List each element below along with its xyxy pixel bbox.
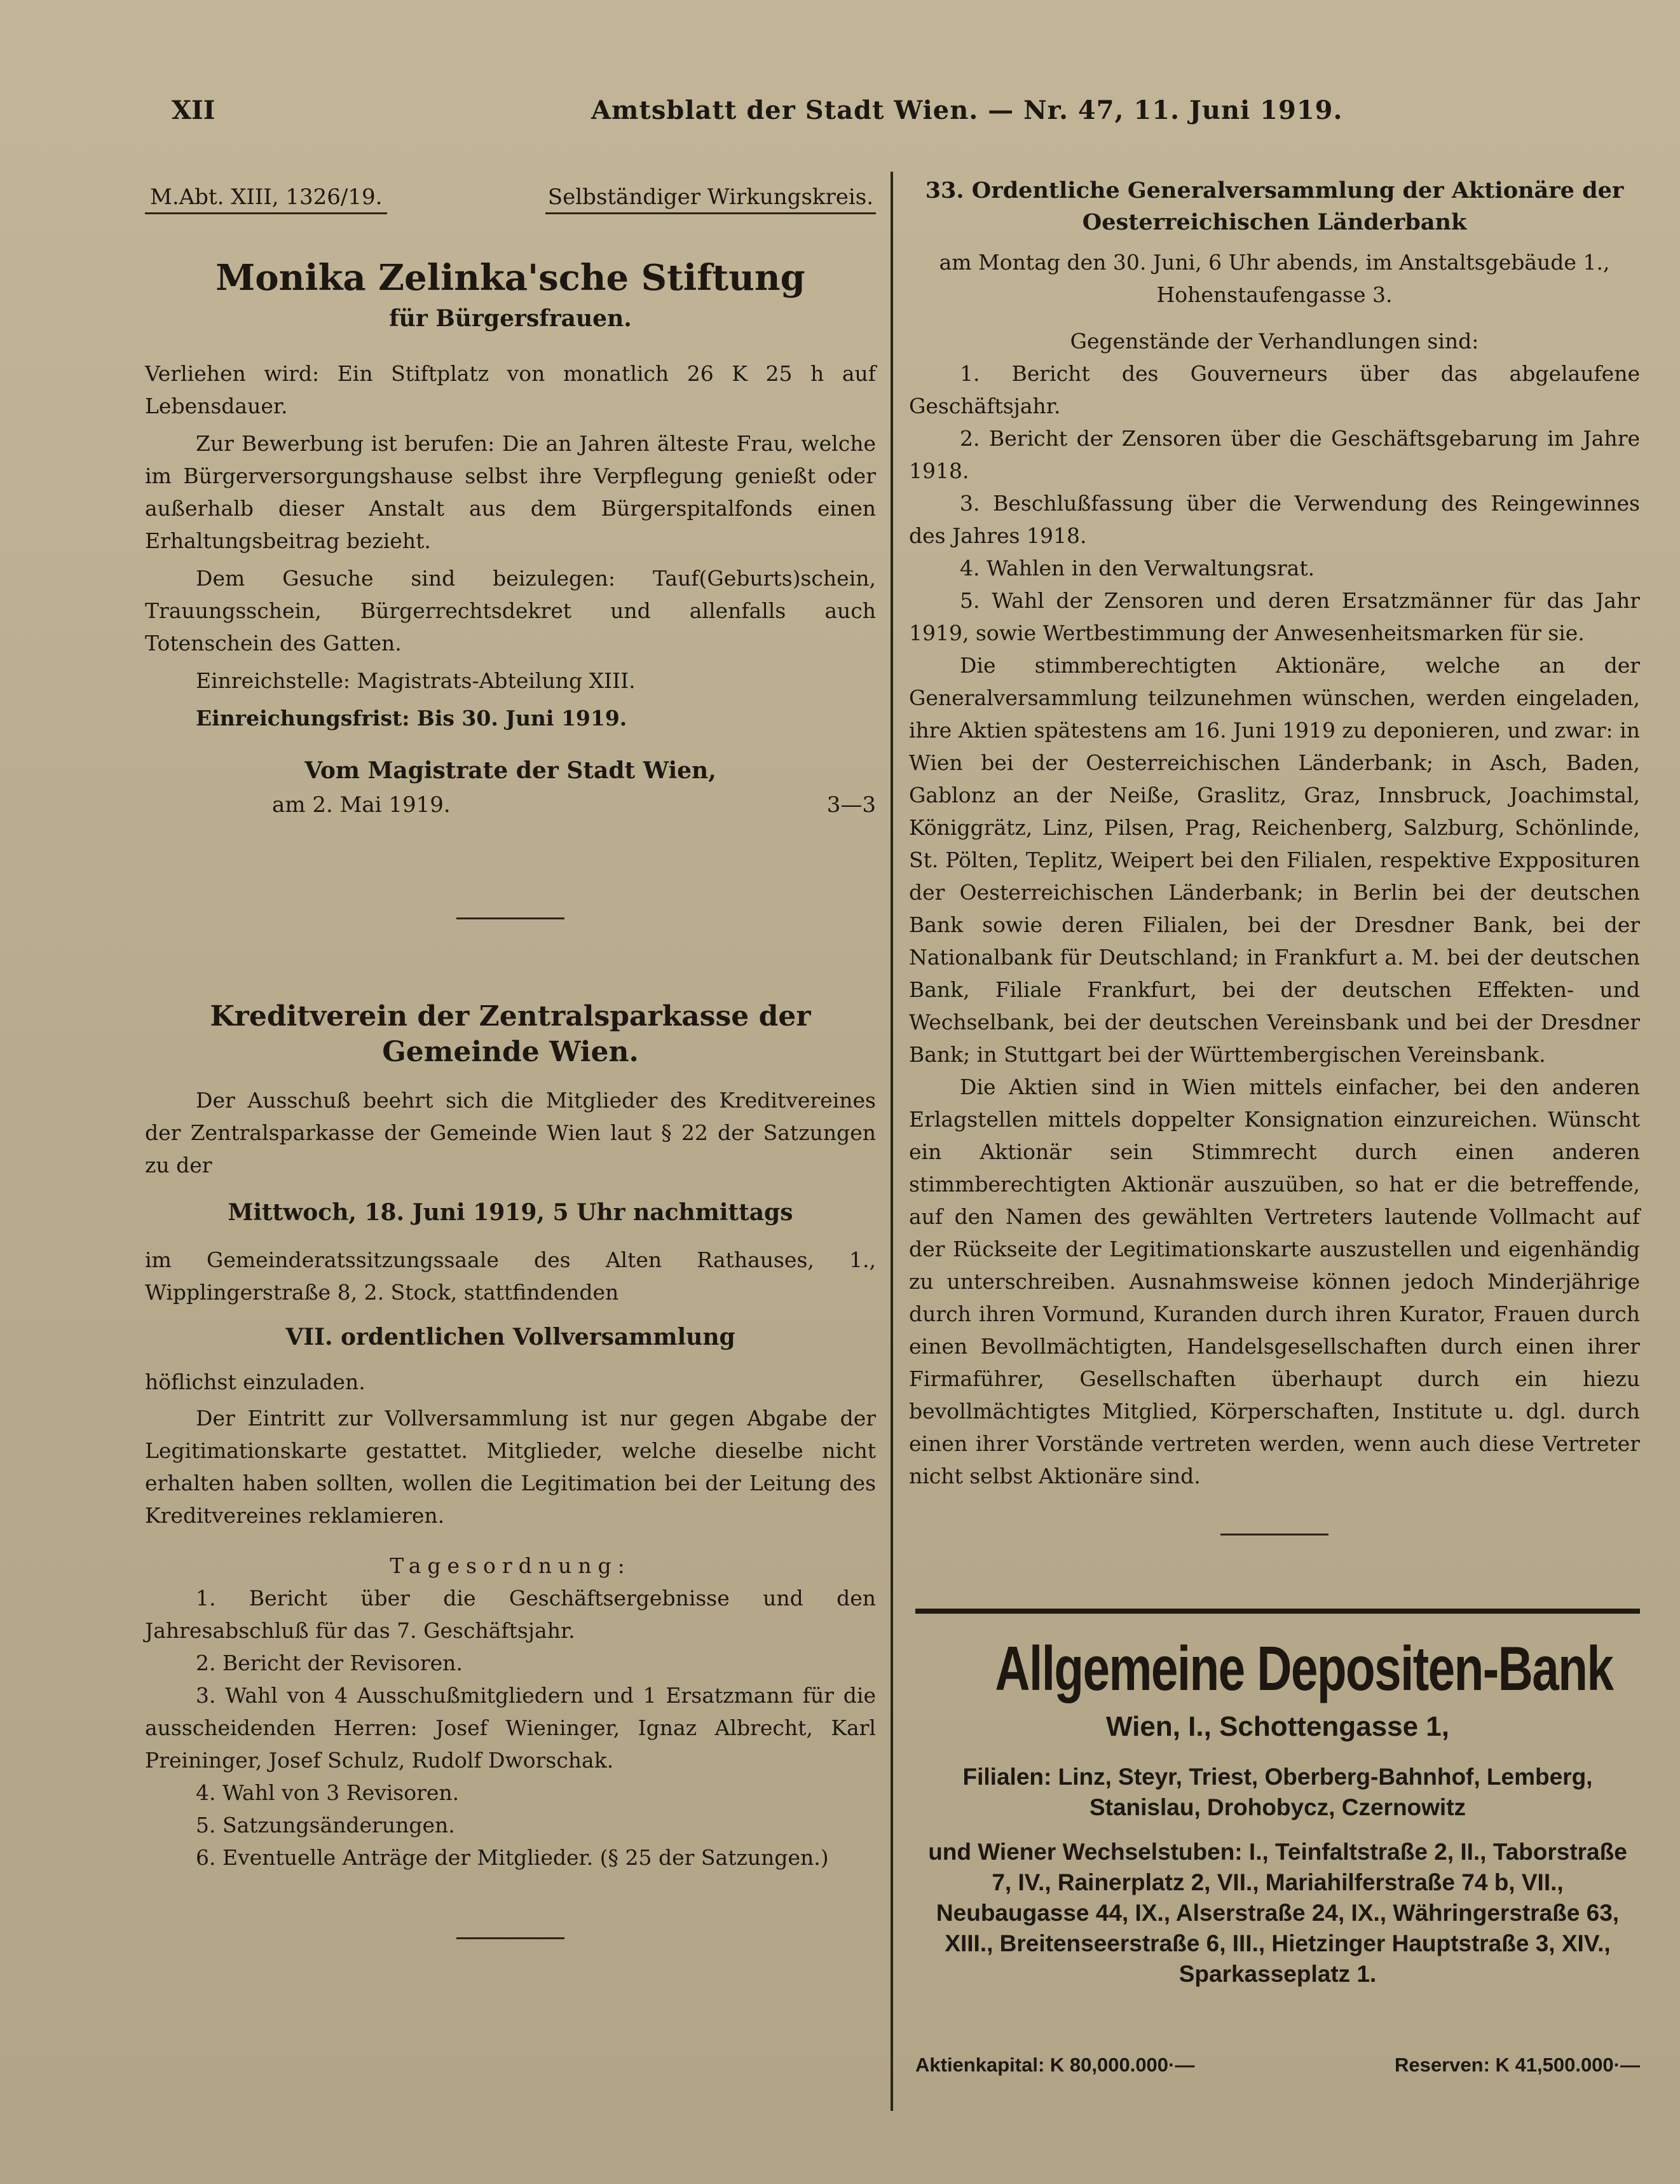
notice3-title: 33. Ordentliche Generalversammlung der Aktionäre der Oesterreichischen Länderbank (925, 177, 1624, 235)
bank-advertisement (915, 1609, 1640, 2092)
notice2-agenda-item: 3. Wahl von 4 Ausschußmitgliedern und 1 Ersatzmann für die ausscheidenden Herren: Josef Wieninger, Ignaz Albrecht, Karl Preininger, Josef Schulz, Rudolf Dworschak. (145, 1683, 876, 1773)
notice2-location: im Gemeinderatssitzungssaale des Alten Rathauses, 1., Wipplingerstraße 8, 2. Stock, stattfindenden (145, 1247, 876, 1305)
notice1-deadline: Einreichungsfrist: Bis 30. Juni 1919. (196, 706, 627, 731)
page-header (172, 95, 1526, 140)
notice3-when: am Montag den 30. Juni, 6 Uhr abends, im Anstaltsgebäude 1., Hohenstaufengasse 3. (939, 250, 1610, 307)
notice1-title: Monika Zelinka'sche Stiftung (215, 257, 805, 299)
notice2-agenda-item: 5. Satzungsänderungen. (196, 1813, 455, 1837)
notice3-agenda-title: Gegenstände der Verhandlungen sind: (1070, 329, 1479, 354)
ad-exchanges: und Wiener Wechselstuben: I., Teinfaltstraße 2, II., Taborstraße 7, IV., Rainerplatz 2, VII., Mariahilferstraße 74 b, VII., Neubaugasse 44, IX., Alserstraße 24, IX., Währingerstraße 63, XIII., Breitenseerstraße 6, III., Hietzinger Hauptstraße 3, XIV., Sparkasseplatz 1. (928, 1839, 1627, 1987)
ad-address: Wien, I., Schottengasse 1, (1106, 1711, 1449, 1742)
right-column (909, 175, 1640, 1535)
ad-top-rule (915, 1609, 1640, 1614)
running-title: Amtsblatt der Stadt Wien. — Nr. 47, 11. Juni 1919. (591, 95, 1343, 125)
notice1-submit-office: Einreichstelle: Magistrats-Abteilung XIII. (196, 668, 636, 693)
ad-title: Allgemeine Depositen-Bank (995, 1633, 1613, 1703)
notice1-subtitle: für Bürgersfrauen. (389, 305, 632, 332)
notice2-date-line: Mittwoch, 18. Juni 1919, 5 Uhr nachmittags (228, 1199, 793, 1226)
notice2-admission: Der Eintritt zur Vollversammlung ist nur gegen Abgabe der Legitimationskarte gestattet. Mitglieder, welche dieselbe nicht erhalten haben sollten, wollen die Legitimation bei der Leitung des Kreditvereines reklamieren. (145, 1406, 876, 1528)
page-number: XII (172, 95, 215, 125)
notice3-agenda-item: 3. Beschlußfassung über die Verwendung des Reingewinnes des Jahres 1918. (909, 491, 1640, 548)
notice1-paragraph: Zur Bewerbung ist berufen: Die an Jahren älteste Frau, welche im Bürgerversorgungshause selbst ihre Verpflegung genießt oder außerhalb dieser Anstalt aus dem Bürgerspitalfonds einen Erhaltungsbeitrag bezieht. (145, 431, 876, 553)
ad-reserves: Reserven: K 41,500.000·— (1394, 2054, 1640, 2076)
notice2-meeting: VII. ordentlichen Vollversammlung (285, 1324, 735, 1350)
notice2-invite: höflichst einzuladen. (145, 1370, 365, 1394)
separator-rule (1220, 1534, 1328, 1535)
ad-capital-line (915, 2054, 1640, 2077)
notice3-agenda-item: 2. Bericht der Zensoren über die Geschäftsgebarung im Jahre 1918. (909, 426, 1640, 483)
notice1-ref-scope: Selbständiger Wirkungskreis. (545, 184, 876, 214)
notice3-agenda-item: 1. Bericht des Gouverneurs über das abgelaufene Geschäftsjahr. (909, 361, 1640, 418)
separator-rule (456, 1937, 564, 1939)
notice1-paragraph: Verliehen wird: Ein Stiftplatz von monatlich 26 K 25 h auf Lebensdauer. (145, 361, 876, 418)
notice2-title: Kreditverein der Zentralsparkasse der Gemeinde Wien. (210, 1000, 811, 1068)
notice1-signature: Vom Magistrate der Stadt Wien, (304, 757, 716, 784)
left-column (145, 175, 876, 1939)
notice2-agenda-item: 1. Bericht über die Geschäftsergebnisse und den Jahresabschluß für das 7. Geschäftsjahr. (145, 1586, 876, 1643)
notice3-paragraph: Die stimmberechtigten Aktionäre, welche an der Generalversammlung teilzunehmen wünschen, werden eingeladen, ihre Aktien spätestens am 16. Juni 1919 zu deponieren, und zwar: in Wien bei der Oesterreichischen Länderbank; in Asch, Baden, Gablonz an der Neiße, Graslitz, Graz, Innsbruck, Joachimstal, Königgrätz, Linz, Pilsen, Prag, Reichenberg, Salzburg, Schönlinde, St. Pölten, Teplitz, Weipert bei den Filialen, respektive Expposituren der Oesterreichischen Länderbank; in Berlin bei der deutschen Bank sowie deren Filialen, bei der Dresdner Bank, bei der Nationalbank für Deutschland; in Frankfurt a. M. bei der deutschen Bank, Filiale Frankfurt, bei der deutschen Effekten- und Wechselbank, bei der deutschen Vereinsbank und bei der Dresdner Bank; in Stuttgart bei der Württembergischen Vereinsbank. (909, 653, 1640, 1067)
notice1-paragraph: Dem Gesuche sind beizulegen: Tauf(Geburts)schein, Trauungsschein, Bürgerrechtsdekret und allenfalls auch Totenschein des Gatten. (145, 566, 876, 656)
notice1-dateline (145, 788, 876, 822)
notice2-agenda-item: 6. Eventuelle Anträge der Mitglieder. (§ 25 der Satzungen.) (196, 1845, 829, 1870)
notice1-ref-number: M.Abt. XIII, 1326/19. (145, 184, 387, 214)
notice2-agenda-item: 4. Wahl von 3 Revisoren. (196, 1780, 460, 1805)
column-divider (891, 172, 893, 2111)
notice3-agenda-item: 5. Wahl der Zensoren und deren Ersatzmänner für das Jahr 1919, sowie Wertbestimmung der Anwesenheitsmarken für sie. (909, 588, 1640, 645)
notice2-agenda-title: Tagesordnung: (390, 1553, 631, 1578)
separator-rule (456, 917, 564, 919)
ad-capital: Aktienkapital: K 80,000.000·— (915, 2054, 1195, 2076)
ad-branches: Filialen: Linz, Steyr, Triest, Oberberg-Bahnhof, Lemberg, Stanislau, Drohobycz, Czernowitz (962, 1764, 1593, 1820)
notice1-date: am 2. Mai 1919. (272, 792, 451, 818)
notice1-reference (145, 184, 876, 214)
notice3-agenda-item: 4. Wahlen in den Verwaltungsrat. (960, 556, 1315, 580)
notice2-agenda-item: 2. Bericht der Revisoren. (196, 1651, 463, 1675)
notice2-intro: Der Ausschuß beehrt sich die Mitglieder des Kreditvereines der Zentralsparkasse der Gemeinde Wien laut § 22 der Satzungen zu der (145, 1088, 876, 1178)
notice3-paragraph: Die Aktien sind in Wien mittels einfacher, bei den anderen Erlagstellen mittels doppelter Konsignation einzureichen. Wünscht ein Aktionär sein Stimmrecht durch einen anderen stimmberechtigten Aktionär auszuüben, so hat er die betreffende, auf den Namen des gewählten Vertreters lautende Vollmacht auf der Rückseite der Legitimationskarte auszustellen und eigenhändig zu unterschreiben. Ausnahmsweise können jedoch Minderjährige durch ihren Vormund, Kuranden durch ihren Kurator, Frauen durch einen Bevollmächtigten, Handelsgesellschaften durch einen ihrer Firmaführer, Gesellschaften überhaupt durch ein hiezu bevollmächtigtes Mitglied, Körperschaften, Institute u. dgl. durch einen ihrer Vorstände vertreten werden, wenn auch diese Vertreter nicht selbst Aktionäre sind. (909, 1075, 1640, 1488)
notice1-mark: 3—3 (826, 792, 876, 818)
